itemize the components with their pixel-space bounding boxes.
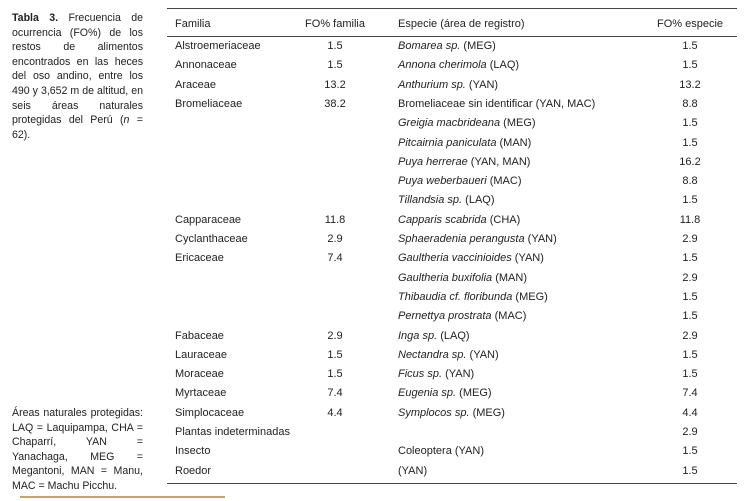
row-fo-familia: 2.9 bbox=[327, 329, 343, 342]
protected-areas-legend: Áreas naturales protegidas: LAQ = Laquipampa, CHA = Chaparrí, YAN = Yanachaga, MEG = Megantoni, MAN = Manu, MAC = Machu Picchu. bbox=[12, 407, 143, 492]
species-area: (LAQ) bbox=[486, 59, 520, 72]
row-fo-familia: 7.4 bbox=[327, 252, 343, 265]
row-fo-especie: 1.5 bbox=[682, 290, 698, 303]
species-area: (YAN, MAN) bbox=[467, 155, 531, 168]
row-especie bbox=[398, 95, 595, 114]
species-name: Pernettya prostrata bbox=[398, 310, 492, 323]
row-fo-especie: 1.5 bbox=[682, 310, 698, 323]
species-area: (MEG) bbox=[456, 387, 492, 400]
row-familia: Myrtaceae bbox=[175, 387, 227, 400]
row-familia: Annonaceae bbox=[175, 59, 237, 72]
caption-text-end: = 62). bbox=[12, 114, 143, 141]
row-fo-especie: 2.9 bbox=[682, 329, 698, 342]
species-area: (YAN) bbox=[511, 252, 544, 265]
row-especie bbox=[398, 249, 544, 268]
species-area: (LAQ) bbox=[437, 329, 470, 342]
species-name: Symplocos sp. bbox=[398, 406, 470, 419]
row-especie bbox=[398, 442, 484, 461]
species-area: (MEG) bbox=[500, 117, 536, 130]
row-familia: Capparaceae bbox=[175, 213, 242, 226]
row-fo-familia: 11.8 bbox=[324, 213, 346, 226]
species-area: (MAC) bbox=[486, 175, 522, 188]
row-fo-especie: 1.5 bbox=[682, 445, 698, 458]
row-especie bbox=[398, 76, 498, 95]
row-fo-especie: 2.9 bbox=[682, 426, 698, 438]
row-familia: Fabaceae bbox=[175, 329, 224, 342]
species-name: Thibaudia cf. floribunda bbox=[398, 290, 513, 303]
species-area: (LAQ) bbox=[462, 194, 495, 207]
row-fo-familia: 2.9 bbox=[327, 233, 343, 245]
species-name: Puya herrerae bbox=[398, 155, 468, 168]
row-familia: Simplocaceae bbox=[175, 406, 245, 419]
species-area: (CHA) bbox=[486, 213, 521, 226]
row-familia: Ericaceae bbox=[175, 252, 224, 265]
species-name: Puya weberbaueri bbox=[398, 175, 487, 188]
species-name: Greigia macbrideana bbox=[398, 117, 501, 130]
species-area: (MAC) bbox=[491, 310, 527, 323]
species-name: Sphaeradenia perangusta bbox=[398, 233, 525, 245]
caption-n-symbol: n bbox=[123, 114, 130, 127]
species-area: (YAN) bbox=[398, 464, 428, 477]
row-fo-especie: 1.5 bbox=[682, 464, 698, 477]
row-fo-familia: 1.5 bbox=[327, 40, 343, 52]
species-name: Tillandsia sp. bbox=[398, 194, 463, 207]
species-name: Bomarea sp. bbox=[398, 40, 461, 52]
species-area: (YAN) bbox=[524, 233, 557, 245]
species-area: (MEG) bbox=[460, 40, 496, 52]
row-fo-especie: 16.2 bbox=[679, 155, 701, 168]
legend-rule bbox=[20, 496, 225, 498]
row-fo-familia: 1.5 bbox=[327, 348, 343, 361]
row-familia: Cyclanthaceae bbox=[175, 233, 248, 245]
row-familia: Araceae bbox=[175, 78, 216, 91]
row-fo-especie: 1.5 bbox=[682, 368, 698, 381]
species-name: Gaultheria vaccinioides bbox=[398, 252, 512, 265]
row-especie bbox=[398, 37, 496, 56]
species-area: (YAN) bbox=[442, 368, 475, 381]
row-fo-especie: 1.5 bbox=[682, 194, 698, 207]
species-area: (MEG) bbox=[469, 406, 505, 419]
row-familia: Plantas indeterminadas bbox=[175, 426, 290, 438]
species-area: (YAN) bbox=[466, 348, 499, 361]
row-fo-familia: 7.4 bbox=[327, 387, 343, 400]
row-familia: Bromeliaceae bbox=[175, 97, 243, 110]
species-name: Nectandra sp. bbox=[398, 348, 467, 361]
row-fo-especie: 11.8 bbox=[679, 213, 701, 226]
row-fo-especie: 1.5 bbox=[682, 40, 698, 52]
row-especie bbox=[398, 327, 470, 346]
species-name: Ficus sp. bbox=[398, 368, 443, 381]
species-area: Coleoptera (YAN) bbox=[398, 445, 484, 458]
species-name: Inga sp. bbox=[398, 329, 438, 342]
caption-label: Tabla 3. bbox=[12, 12, 59, 24]
row-especie bbox=[398, 211, 520, 230]
species-name: Pitcairnia paniculata bbox=[398, 136, 497, 149]
row-especie bbox=[398, 288, 548, 307]
row-fo-especie: 1.5 bbox=[682, 117, 698, 130]
row-familia: Moraceae bbox=[175, 368, 224, 381]
row-fo-especie: 2.9 bbox=[682, 271, 698, 284]
caption-text: Frecuencia de ocurrencia (FO%) de los restos de alimentos encontrados en las heces del oso andino, entre los 490 y 3,652 m de altitud, en seis áreas naturales protegidas del Perú ( bbox=[12, 12, 143, 127]
species-name: Annona cherimola bbox=[398, 59, 487, 72]
row-fo-familia: 1.5 bbox=[327, 368, 343, 381]
row-fo-familia: 1.5 bbox=[327, 59, 343, 72]
row-especie bbox=[398, 404, 505, 423]
species-name: Eugenia sp. bbox=[398, 387, 457, 400]
row-fo-especie: 8.8 bbox=[682, 175, 698, 188]
row-especie bbox=[398, 56, 519, 75]
header-fo-especie: FO% especie bbox=[656, 18, 724, 30]
row-especie bbox=[398, 114, 536, 133]
species-area: (MAN) bbox=[492, 271, 527, 284]
species-name: Gaultheria buxifolia bbox=[398, 271, 493, 284]
row-fo-familia: 38.2 bbox=[324, 97, 346, 110]
row-especie bbox=[398, 346, 499, 365]
species-area: (YAN) bbox=[465, 78, 499, 91]
table-bottom-rule bbox=[167, 483, 737, 484]
row-familia: Roedor bbox=[175, 464, 212, 477]
species-area: Bromeliaceae sin identificar (YAN, MAC) bbox=[398, 97, 596, 110]
row-especie bbox=[398, 462, 427, 481]
row-fo-especie: 1.5 bbox=[682, 348, 698, 361]
row-fo-especie: 8.8 bbox=[682, 97, 698, 110]
row-familia: Insecto bbox=[175, 445, 211, 458]
row-especie bbox=[398, 172, 522, 191]
row-especie bbox=[398, 191, 495, 210]
header-familia: Familia bbox=[175, 18, 211, 30]
table-top-rule bbox=[167, 8, 737, 9]
species-name: Anthurium sp. bbox=[398, 78, 466, 91]
row-familia: Alstroemeriaceae bbox=[175, 40, 261, 52]
row-especie bbox=[398, 365, 474, 384]
row-fo-especie: 4.4 bbox=[682, 406, 698, 419]
row-fo-especie: 7.4 bbox=[682, 387, 698, 400]
row-fo-familia: 4.4 bbox=[327, 406, 343, 419]
row-especie bbox=[398, 230, 557, 249]
row-fo-especie: 1.5 bbox=[682, 136, 698, 149]
species-name: Capparis scabrida bbox=[398, 213, 487, 226]
row-fo-especie: 2.9 bbox=[682, 233, 698, 245]
row-fo-especie: 13.2 bbox=[679, 78, 701, 91]
species-area: (MEG) bbox=[512, 290, 548, 303]
species-area: (MAN) bbox=[496, 136, 532, 149]
row-fo-especie: 1.5 bbox=[682, 252, 698, 265]
row-fo-familia: 13.2 bbox=[324, 78, 346, 91]
header-especie: Especie (área de registro) bbox=[398, 18, 525, 30]
row-familia: Lauraceae bbox=[175, 348, 227, 361]
table-caption bbox=[12, 11, 143, 142]
row-especie bbox=[398, 307, 526, 326]
row-especie bbox=[398, 384, 492, 403]
row-fo-especie: 1.5 bbox=[682, 59, 698, 72]
row-especie bbox=[398, 269, 527, 288]
row-especie bbox=[398, 134, 531, 153]
header-fo-familia: FO% familia bbox=[305, 18, 365, 30]
row-especie bbox=[398, 153, 530, 172]
